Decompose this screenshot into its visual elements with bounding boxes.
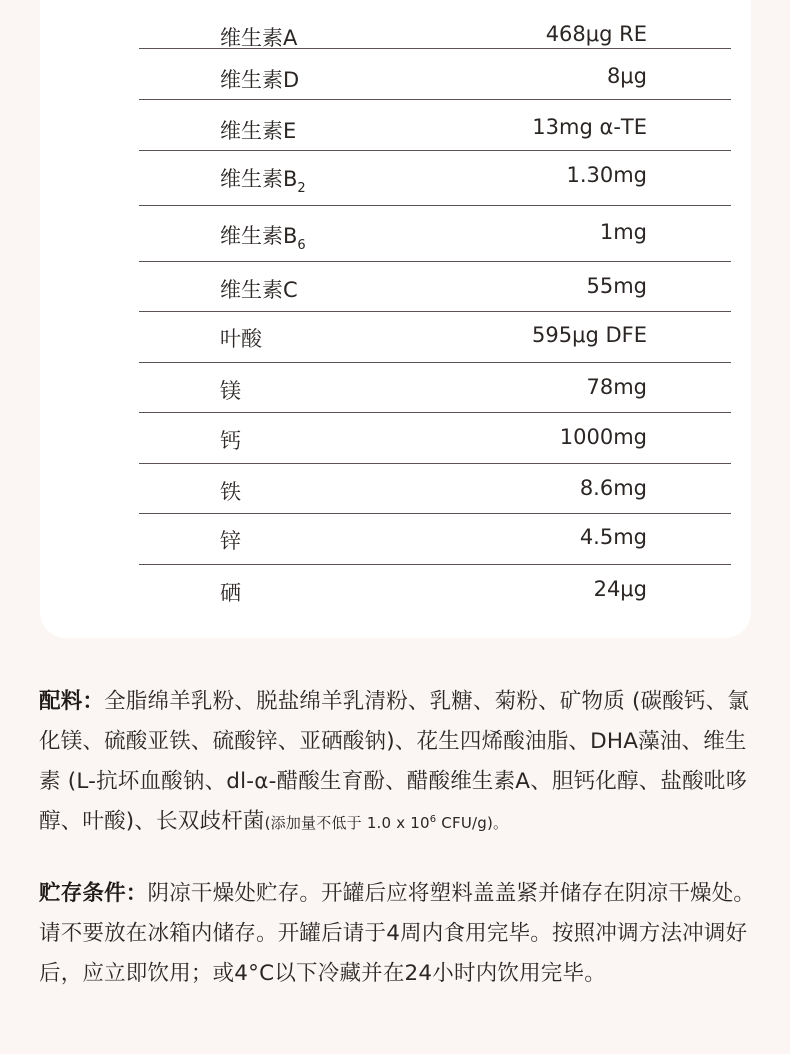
nutrition-row	[139, 565, 731, 635]
nutrient-name: 维生素C	[220, 278, 298, 302]
nutrient-name: 钙	[220, 429, 241, 453]
nutrition-row	[139, 0, 731, 49]
nutrient-name: 维生素E	[220, 119, 297, 143]
nutrient-value: 4.5mg	[579, 525, 647, 549]
ingredients-note: (添加量不低于 1.0 x $10^6$ CFU/g)。	[264, 814, 509, 832]
nutrition-row	[139, 262, 731, 312]
nutrient-value: 468μg RE	[545, 22, 647, 46]
nutrient-value: 24μg	[593, 577, 647, 601]
nutrition-row	[139, 206, 731, 262]
nutrient-name: 维生素$B_2$	[220, 167, 306, 196]
nutrition-row	[139, 413, 731, 464]
nutrient-name: 镁	[220, 379, 241, 403]
nutrient-name: 维生素D	[220, 68, 300, 92]
nutrition-row	[139, 100, 731, 151]
nutrient-value: 78mg	[586, 375, 647, 399]
nutrient-value: 595μg DFE	[532, 323, 647, 347]
nutrient-value: 13mg α-TE	[532, 115, 647, 139]
nutrition-row	[139, 151, 731, 206]
nutrient-name: 硒	[220, 581, 241, 605]
ingredients-label: 配料：	[39, 689, 105, 714]
nutrient-value: 1.30mg	[566, 163, 647, 187]
nutrient-value: 1000mg	[559, 425, 647, 449]
nutrient-name: 维生素A	[220, 26, 298, 50]
nutrition-card	[40, 0, 751, 638]
ingredients-paragraph	[39, 682, 759, 843]
nutrient-value: 8μg	[606, 64, 647, 88]
storage-label: 贮存条件：	[39, 881, 148, 906]
nutrient-value: 8.6mg	[579, 476, 647, 500]
storage-paragraph	[39, 874, 759, 994]
nutrition-table	[139, 0, 731, 635]
nutrient-value: 55mg	[586, 274, 647, 298]
nutrient-name: 铁	[220, 480, 241, 504]
nutrient-name: 叶酸	[220, 327, 262, 351]
nutrition-row	[139, 464, 731, 514]
nutrient-name: 维生素$B_6$	[220, 224, 306, 253]
nutrition-row	[139, 363, 731, 413]
nutrition-row	[139, 514, 731, 565]
nutrition-row	[139, 49, 731, 100]
nutrient-name: 锌	[220, 529, 241, 553]
nutrition-row	[139, 312, 731, 363]
storage-text: 阴凉干燥处贮存。开罐后应将塑料盖盖紧并储存在阴凉干燥处。请不要放在冰箱内储存。开罐后请于4周内食用完毕。按照冲调方法冲调好后，应立即饮用；或4°C以下冷藏并在24小时内饮用完毕。	[39, 881, 756, 986]
nutrient-value: 1mg	[599, 220, 647, 244]
ingredients-text: 全脂绵羊乳粉、脱盐绵羊乳清粉、乳糖、菊粉、矿物质 (碳酸钙、氯化镁、硫酸亚铁、硫酸锌、亚硒酸钠)、花生四烯酸油脂、DHA藻油、维生素 (L-抗坏血酸钠、dl-α-醋酸生育酚、醋酸维生素A、胆钙化醇、盐酸吡哆醇、叶酸)、长双歧杆菌	[39, 689, 750, 834]
